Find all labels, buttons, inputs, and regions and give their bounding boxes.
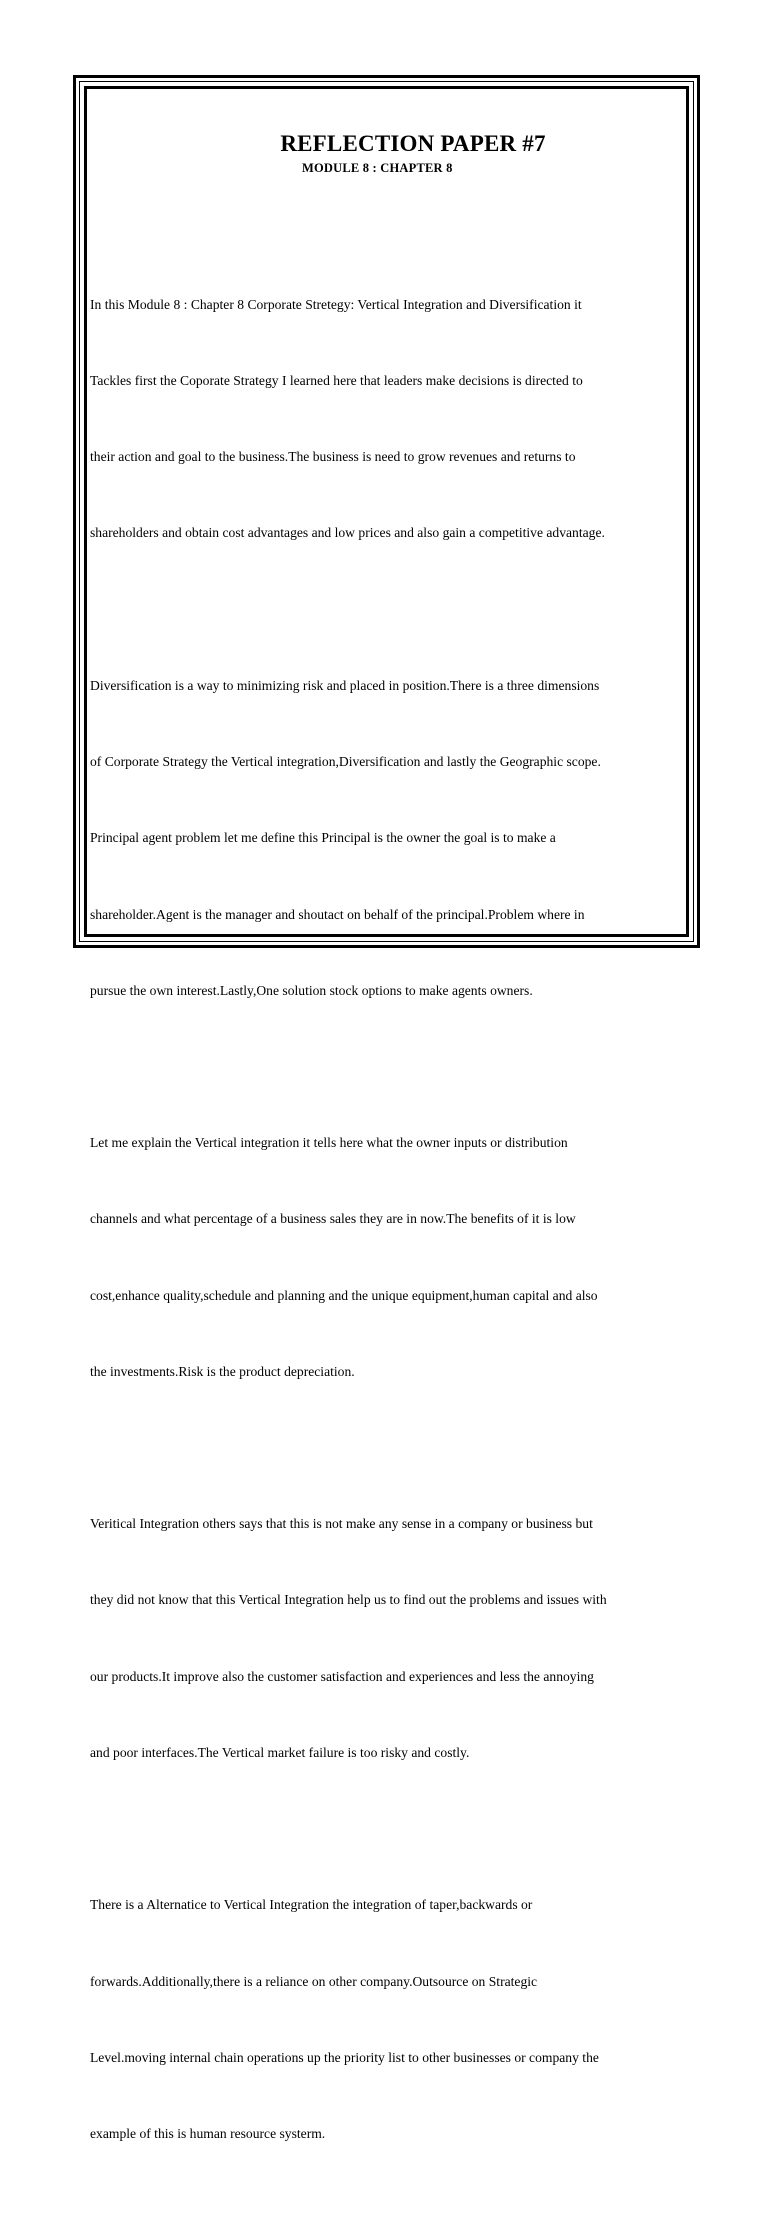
text-line: and poor interfaces.The Vertical market failure is too risky and costly. [90, 1744, 470, 1760]
text-line: Tackles first the Coporate Strategy I learned here that leaders make decisions is directed to [90, 373, 583, 389]
paragraph-2 [90, 622, 690, 1054]
text-line: In this Module 8 : Chapter 8 Corporate Stretegy: Vertical Integration and Diversification it [90, 296, 582, 312]
text-line: Diversification is a way to minimizing risk and placed in position.There is a three dimensions [90, 677, 600, 693]
text-line: our products.It improve also the customer satisfaction and experiences and less the annoying [90, 1668, 594, 1684]
text-line: of Corporate Strategy the Vertical integration,Diversification and lastly the Geographic scope. [90, 754, 601, 770]
text-line: shareholder.Agent is the manager and shoutact on behalf of the principal.Problem where in [90, 906, 585, 922]
text-line: channels and what percentage of a business sales they are in now.The benefits of it is low [90, 1211, 576, 1227]
page-subtitle: MODULE 8 : CHAPTER 8 [302, 161, 453, 175]
paragraph-3 [90, 1079, 690, 1435]
text-line: Level.moving internal chain operations up the priority list to other businesses or company the [90, 2049, 599, 2065]
text-line: forwards.Additionally,there is a reliance on other company.Outsource on Strategic [90, 1973, 538, 1989]
text-line: cost,enhance quality,schedule and planning and the unique equipment,human capital and also [90, 1287, 598, 1303]
text-line: Let me explain the Vertical integration it tells here what the owner inputs or distribution [90, 1135, 568, 1151]
text-line: their action and goal to the business.The business is need to grow revenues and returns to [90, 449, 576, 465]
text-line: Principal agent problem let me define this Principal is the owner the goal is to make a [90, 830, 556, 846]
text-line: pursue the own interest.Lastly,One solution stock options to make agents owners. [90, 982, 533, 998]
text-line: shareholders and obtain cost advantages and low prices and also gain a competitive advantage. [90, 525, 605, 541]
text-line: example of this is human resource systerm. [90, 2126, 326, 2141]
text-line: Veritical Integration others says that this is not make any sense in a company or business but [90, 1516, 593, 1532]
text-line: There is a Alternatice to Vertical Integration the integration of taper,backwards or [90, 1897, 533, 1913]
text-line: the investments.Risk is the product depreciation. [90, 1363, 355, 1379]
page-title: REFLECTION PAPER #7 [280, 131, 546, 156]
paragraph-5 [90, 1842, 690, 2198]
document-body [90, 241, 690, 2223]
paragraph-4 [90, 1460, 690, 1816]
text-line: they did not know that this Vertical Integration help us to find out the problems and issues with [90, 1592, 607, 1608]
paragraph-1 [90, 241, 690, 597]
